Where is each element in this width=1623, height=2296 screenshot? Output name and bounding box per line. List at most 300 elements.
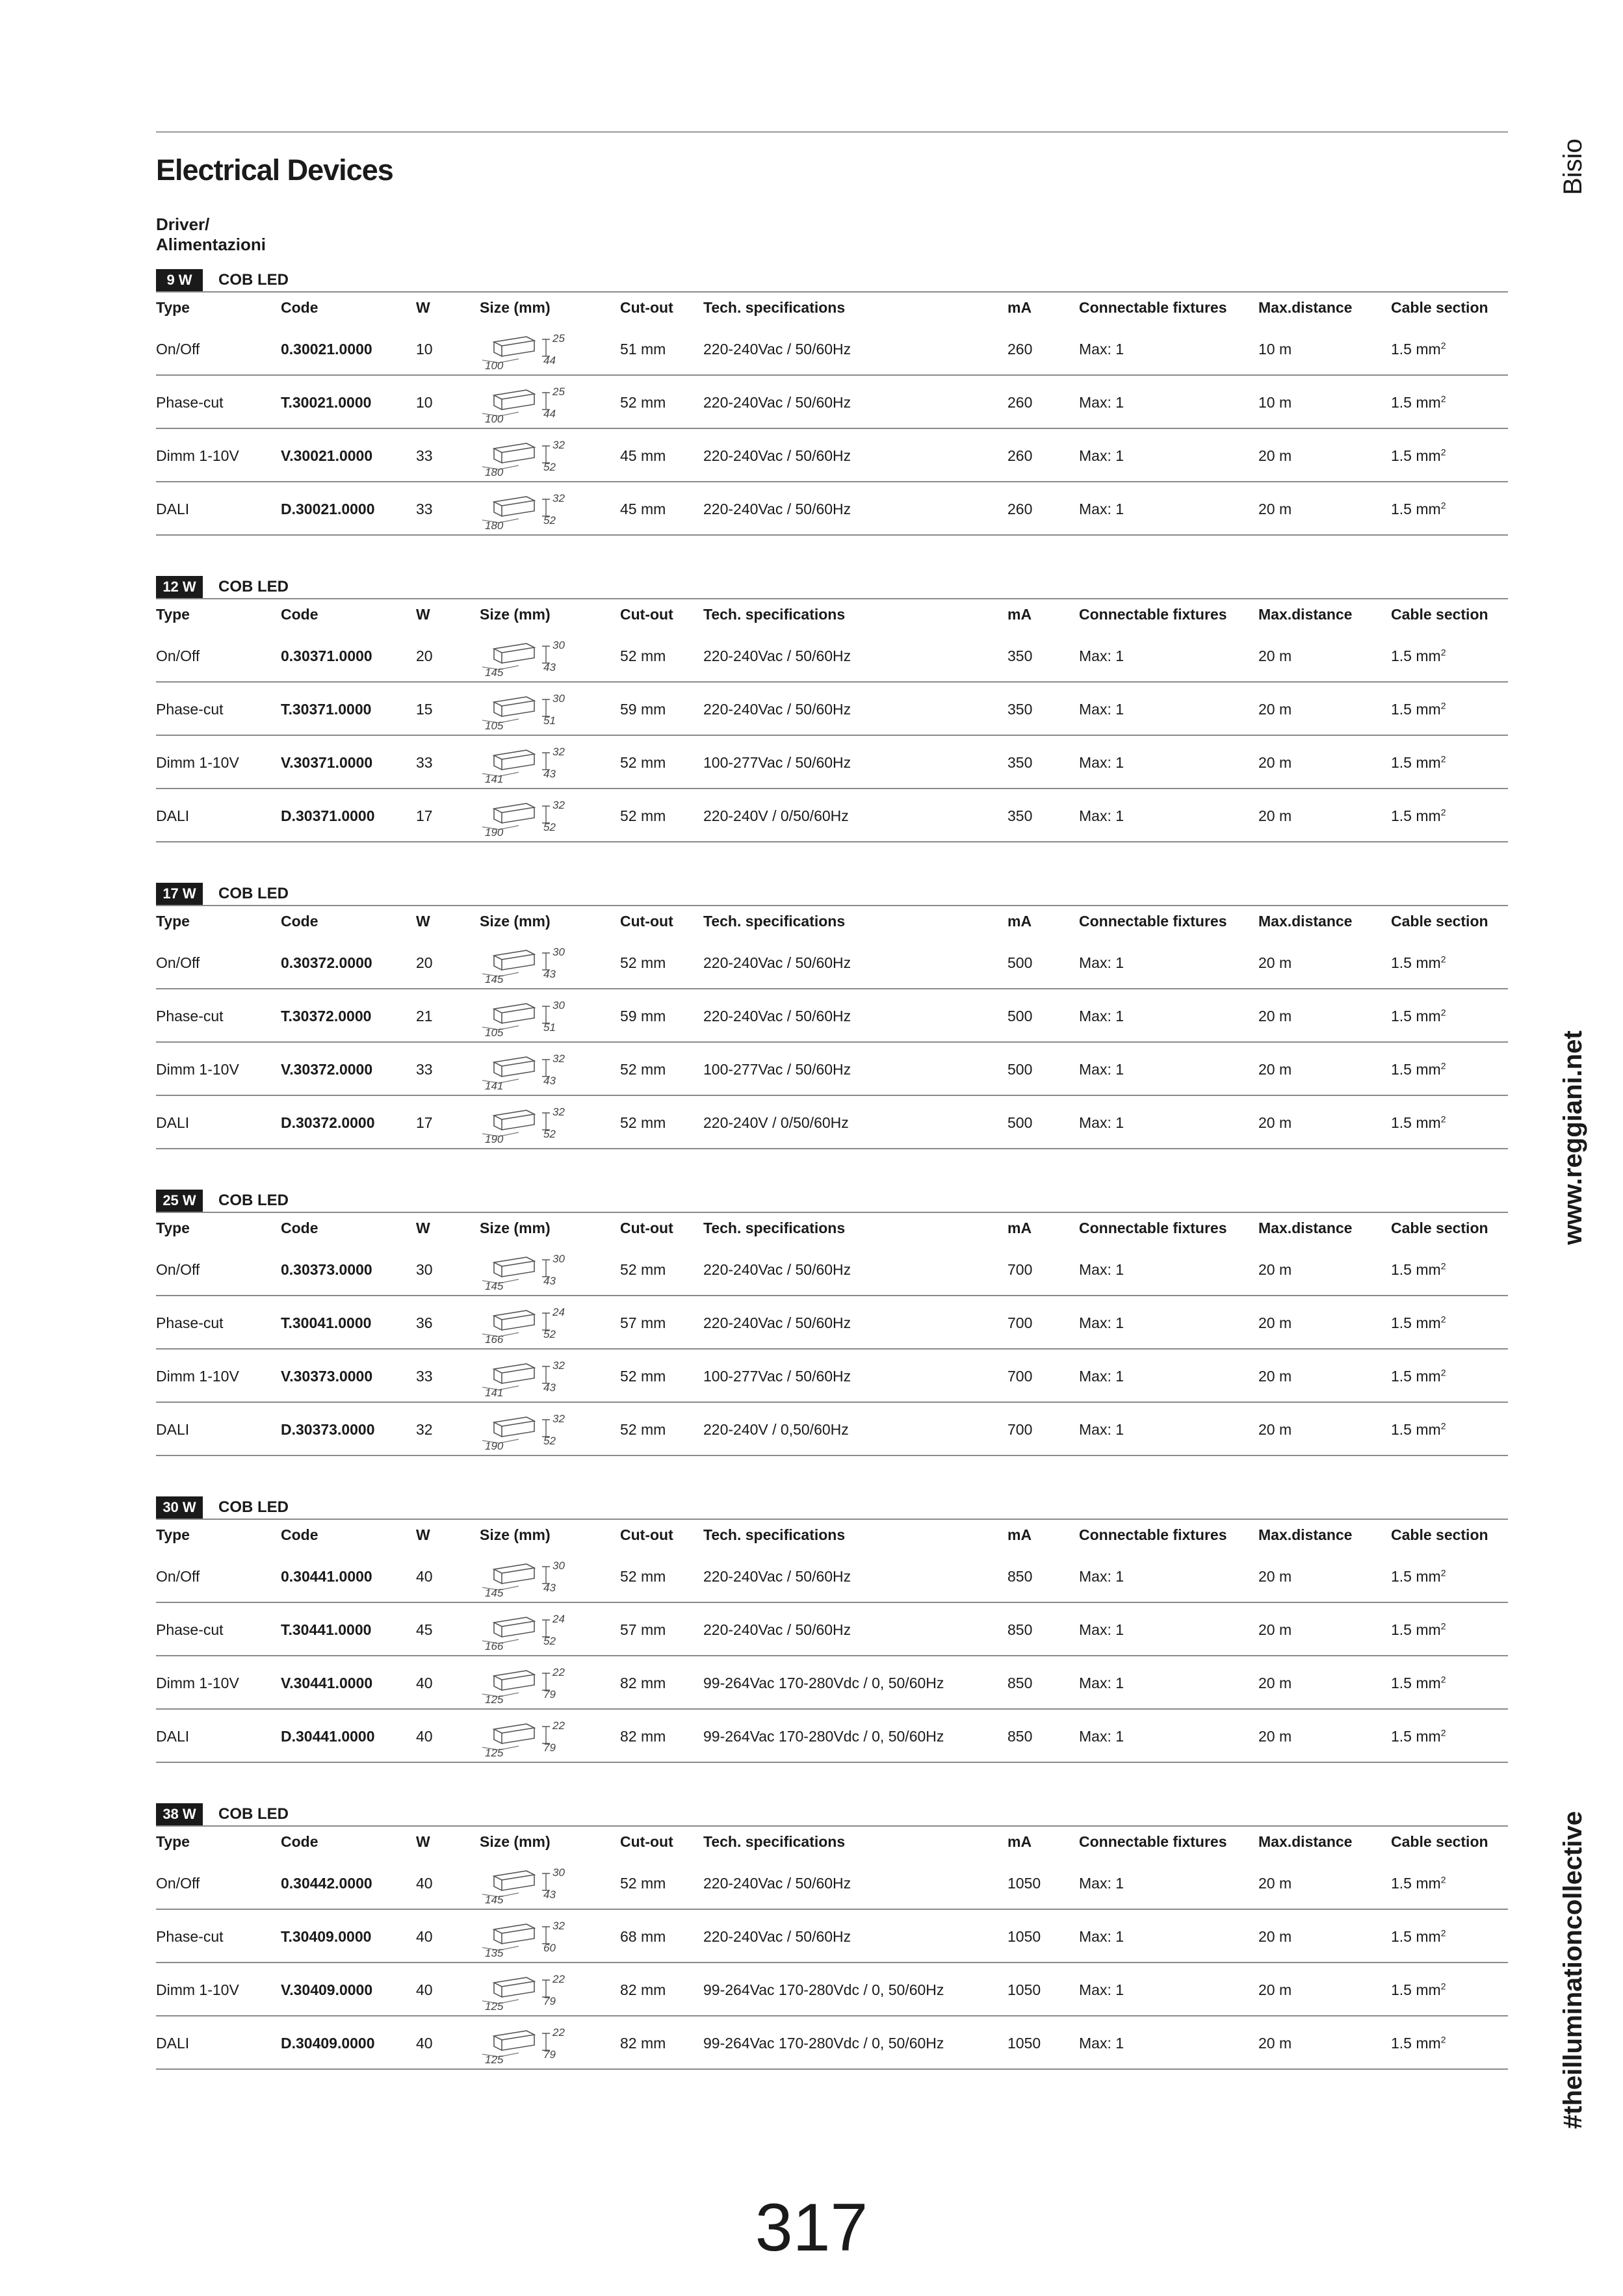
dimension-drawing <box>480 1555 584 1599</box>
cable-value: 1.5 mm <box>1391 394 1441 411</box>
cell-code: 0.30371.0000 <box>281 647 372 664</box>
size-length: 180 <box>485 519 504 532</box>
size-width: 43 <box>543 661 556 673</box>
size-length: 125 <box>485 1693 504 1706</box>
cell-cable <box>1391 1963 1446 2016</box>
size-width: 79 <box>543 1995 556 2007</box>
size-width: 52 <box>543 461 556 473</box>
size-height: 32 <box>552 1052 565 1065</box>
cell-distance: 20 m <box>1258 1261 1292 1278</box>
cell-type: DALI <box>156 807 190 824</box>
cell-ma: 850 <box>1007 1728 1033 1745</box>
header-connectable: Connectable fixtures <box>1079 913 1227 930</box>
cell-ma: 260 <box>1007 447 1033 464</box>
box-top <box>494 1257 534 1266</box>
header-tech: Tech. specifications <box>703 1833 846 1850</box>
cell-connectable: Max: 1 <box>1079 701 1124 718</box>
dimension-drawing <box>480 1355 584 1399</box>
cell-distance: 20 m <box>1258 447 1292 464</box>
cable-superscript: 2 <box>1440 500 1446 511</box>
cell-cable <box>1391 1096 1446 1149</box>
cable-value: 1.5 mm <box>1391 954 1441 971</box>
cell-cutout: 52 mm <box>620 1568 666 1585</box>
cell-distance: 20 m <box>1258 1114 1292 1131</box>
cell-connectable: Max: 1 <box>1079 1568 1124 1585</box>
box-top <box>494 1924 534 1933</box>
cable-superscript: 2 <box>1440 1314 1446 1325</box>
table-header-row <box>156 599 1508 629</box>
cell-w: 36 <box>416 1314 433 1331</box>
size-length: 100 <box>485 359 504 372</box>
cable-superscript: 2 <box>1440 1674 1446 1685</box>
size-width: 52 <box>543 1328 556 1340</box>
size-length: 145 <box>485 973 504 985</box>
box-top <box>494 1564 534 1573</box>
size-length: 135 <box>485 1947 504 1959</box>
cell-cutout: 52 mm <box>620 754 666 771</box>
cell-type: DALI <box>156 2035 190 2052</box>
section-38w <box>156 1803 1508 2070</box>
cell-connectable: Max: 1 <box>1079 394 1124 411</box>
size-height: 22 <box>552 1666 565 1678</box>
cell-code: D.30021.0000 <box>281 501 375 517</box>
cell-distance: 10 m <box>1258 341 1292 358</box>
size-height: 30 <box>552 639 565 651</box>
cell-cutout: 52 mm <box>620 647 666 664</box>
cell-connectable: Max: 1 <box>1079 1875 1124 1892</box>
size-height: 32 <box>552 1920 565 1932</box>
cell-cutout: 52 mm <box>620 954 666 971</box>
dimension-drawing <box>480 1608 584 1652</box>
size-width: 52 <box>543 1435 556 1447</box>
cell-ma: 260 <box>1007 501 1033 517</box>
cell-ma: 700 <box>1007 1368 1033 1385</box>
dimension-drawing <box>480 941 584 985</box>
size-width: 43 <box>543 1075 556 1087</box>
cell-w: 15 <box>416 701 433 718</box>
cable-superscript: 2 <box>1440 1927 1446 1938</box>
cable-value: 1.5 mm <box>1391 1875 1441 1892</box>
header-size: Size (mm) <box>480 299 551 316</box>
driver-box-icon <box>480 1862 584 1906</box>
cell-code: 0.30372.0000 <box>281 954 372 971</box>
cell-code: D.30372.0000 <box>281 1114 375 1131</box>
table-row <box>156 1043 1508 1096</box>
section-header <box>156 883 1508 905</box>
header-w: W <box>416 913 430 930</box>
section-header <box>156 269 1508 291</box>
cell-type: Phase-cut <box>156 1621 224 1638</box>
header-code: Code <box>281 1526 318 1543</box>
cable-superscript: 2 <box>1440 700 1446 711</box>
size-width: 79 <box>543 1742 556 1754</box>
cell-ma: 700 <box>1007 1421 1033 1438</box>
cable-superscript: 2 <box>1440 393 1446 404</box>
cell-cutout: 68 mm <box>620 1928 666 1945</box>
table-header-row <box>156 1213 1508 1243</box>
cell-code: V.30441.0000 <box>281 1675 373 1691</box>
page-title: Electrical Devices <box>156 153 393 187</box>
dimension-drawing <box>480 328 584 372</box>
cell-cable <box>1391 376 1446 429</box>
cell-connectable: Max: 1 <box>1079 1675 1124 1691</box>
dimension-drawing <box>480 1301 584 1346</box>
cable-value: 1.5 mm <box>1391 1008 1441 1024</box>
cell-cable <box>1391 1043 1446 1096</box>
section-header <box>156 1190 1508 1212</box>
cable-value: 1.5 mm <box>1391 1568 1441 1585</box>
section-header <box>156 1803 1508 1825</box>
cell-tech: 220-240Vac / 50/60Hz <box>703 701 851 718</box>
cell-cable <box>1391 1656 1446 1710</box>
header-cutout: Cut-out <box>620 606 673 623</box>
driver-box-icon <box>480 1715 584 1759</box>
cell-code: V.30021.0000 <box>281 447 373 464</box>
cable-value: 1.5 mm <box>1391 807 1441 824</box>
cable-value: 1.5 mm <box>1391 1981 1441 1998</box>
driver-box-icon <box>480 328 584 372</box>
header-tech: Tech. specifications <box>703 913 846 930</box>
cell-cable <box>1391 629 1446 683</box>
cell-tech: 220-240Vac / 50/60Hz <box>703 1621 851 1638</box>
dimension-drawing <box>480 1862 584 1906</box>
dimension-drawing <box>480 741 584 785</box>
page-subtitle <box>156 215 266 255</box>
cell-cable <box>1391 1550 1446 1603</box>
size-width: 52 <box>543 1635 556 1647</box>
header-cutout: Cut-out <box>620 1220 673 1236</box>
header-size: Size (mm) <box>480 1220 551 1236</box>
cell-code: 0.30021.0000 <box>281 341 372 358</box>
cell-distance: 20 m <box>1258 647 1292 664</box>
box-top <box>494 803 534 813</box>
cell-cable <box>1391 429 1446 482</box>
header-cable: Cable section <box>1391 1220 1488 1236</box>
header-distance: Max.distance <box>1258 913 1353 930</box>
cell-type: On/Off <box>156 1568 200 1585</box>
table-row <box>156 1296 1508 1350</box>
header-connectable: Connectable fixtures <box>1079 606 1227 623</box>
cell-ma: 260 <box>1007 394 1033 411</box>
cable-superscript: 2 <box>1440 1567 1446 1578</box>
cell-ma: 350 <box>1007 807 1033 824</box>
header-connectable: Connectable fixtures <box>1079 299 1227 316</box>
cell-type: Dimm 1-10V <box>156 1368 239 1385</box>
header-ma: mA <box>1007 606 1032 623</box>
dimension-drawing <box>480 634 584 679</box>
header-cutout: Cut-out <box>620 1833 673 1850</box>
dimension-drawing <box>480 1248 584 1292</box>
size-length: 100 <box>485 413 504 425</box>
box-top <box>494 1977 534 1987</box>
box-top <box>494 1871 534 1880</box>
table-header-row <box>156 1827 1508 1857</box>
size-length: 166 <box>485 1640 504 1652</box>
header-ma: mA <box>1007 1220 1032 1236</box>
cell-cutout: 57 mm <box>620 1314 666 1331</box>
size-length: 105 <box>485 1026 504 1039</box>
cell-connectable: Max: 1 <box>1079 1314 1124 1331</box>
cell-distance: 20 m <box>1258 1875 1292 1892</box>
cell-cable <box>1391 482 1446 536</box>
cell-cutout: 52 mm <box>620 1421 666 1438</box>
cell-distance: 10 m <box>1258 394 1292 411</box>
box-top <box>494 1110 534 1119</box>
cell-code: V.30409.0000 <box>281 1981 373 1998</box>
dimension-drawing <box>480 1715 584 1759</box>
cell-tech: 220-240Vac / 50/60Hz <box>703 1314 851 1331</box>
section-12w <box>156 576 1508 842</box>
cell-distance: 20 m <box>1258 1314 1292 1331</box>
cell-distance: 20 m <box>1258 1928 1292 1945</box>
cell-w: 40 <box>416 1568 433 1585</box>
cell-distance: 20 m <box>1258 1981 1292 1998</box>
cell-ma: 1050 <box>1007 1928 1041 1945</box>
cell-tech: 220-240Vac / 50/60Hz <box>703 1568 851 1585</box>
cell-type: DALI <box>156 1728 190 1745</box>
cell-code: 0.30441.0000 <box>281 1568 372 1585</box>
cell-w: 33 <box>416 501 433 517</box>
header-w: W <box>416 606 430 623</box>
cell-ma: 850 <box>1007 1568 1033 1585</box>
cell-tech: 220-240Vac / 50/60Hz <box>703 447 851 464</box>
cell-tech: 99-264Vac 170-280Vdc / 0, 50/60Hz <box>703 1981 944 1998</box>
cell-ma: 700 <box>1007 1261 1033 1278</box>
header-distance: Max.distance <box>1258 1526 1353 1543</box>
cell-w: 40 <box>416 1728 433 1745</box>
cell-tech: 99-264Vac 170-280Vdc / 0, 50/60Hz <box>703 1675 944 1691</box>
cell-cutout: 52 mm <box>620 1061 666 1078</box>
cell-connectable: Max: 1 <box>1079 1728 1124 1745</box>
cell-ma: 1050 <box>1007 2035 1041 2052</box>
cable-superscript: 2 <box>1440 1981 1446 1992</box>
cell-type: On/Off <box>156 954 200 971</box>
size-height: 30 <box>552 692 565 705</box>
dimension-drawing <box>480 2022 584 2066</box>
cell-type: On/Off <box>156 647 200 664</box>
cable-value: 1.5 mm <box>1391 1368 1441 1385</box>
size-width: 79 <box>543 1688 556 1701</box>
cell-distance: 20 m <box>1258 1568 1292 1585</box>
header-distance: Max.distance <box>1258 1220 1353 1236</box>
driver-box-icon <box>480 434 584 478</box>
cell-type: On/Off <box>156 341 200 358</box>
box-top <box>494 750 534 759</box>
cell-connectable: Max: 1 <box>1079 1008 1124 1024</box>
table-row <box>156 322 1508 376</box>
box-top <box>494 1724 534 1733</box>
header-code: Code <box>281 1220 318 1236</box>
cell-cable <box>1391 936 1446 989</box>
cell-code: V.30373.0000 <box>281 1368 373 1385</box>
website-link[interactable]: www.reggiani.net <box>1559 1030 1587 1245</box>
size-length: 141 <box>485 773 504 785</box>
driver-box-icon <box>480 1248 584 1292</box>
size-length: 105 <box>485 720 504 732</box>
cell-cutout: 52 mm <box>620 1368 666 1385</box>
table-row <box>156 789 1508 842</box>
cell-tech: 100-277Vac / 50/60Hz <box>703 1061 851 1078</box>
cell-cutout: 52 mm <box>620 1875 666 1892</box>
cable-value: 1.5 mm <box>1391 1675 1441 1691</box>
cell-cutout: 82 mm <box>620 1728 666 1745</box>
table-row <box>156 429 1508 482</box>
size-length: 180 <box>485 466 504 478</box>
cell-code: V.30372.0000 <box>281 1061 373 1078</box>
cell-distance: 20 m <box>1258 1061 1292 1078</box>
wattage-badge: 38 W <box>156 1803 203 1825</box>
cell-code: T.30372.0000 <box>281 1008 372 1024</box>
header-size: Size (mm) <box>480 606 551 623</box>
driver-box-icon <box>480 1968 584 2013</box>
header-type: Type <box>156 1833 190 1850</box>
header-connectable: Connectable fixtures <box>1079 1833 1227 1850</box>
cell-w: 33 <box>416 447 433 464</box>
wattage-badge: 30 W <box>156 1496 203 1519</box>
cell-cable <box>1391 1403 1446 1456</box>
box-top <box>494 1617 534 1626</box>
cell-code: D.30409.0000 <box>281 2035 375 2052</box>
cell-cutout: 82 mm <box>620 2035 666 2052</box>
table-row <box>156 989 1508 1043</box>
table-row <box>156 1603 1508 1656</box>
cell-tech: 100-277Vac / 50/60Hz <box>703 1368 851 1385</box>
cable-superscript: 2 <box>1440 1007 1446 1018</box>
header-cable: Cable section <box>1391 299 1488 316</box>
top-rule <box>156 131 1508 133</box>
size-length: 145 <box>485 1280 504 1292</box>
table-row <box>156 1656 1508 1710</box>
cable-value: 1.5 mm <box>1391 1114 1441 1131</box>
page-number: 317 <box>755 2190 868 2265</box>
cell-cutout: 45 mm <box>620 501 666 517</box>
cell-cable <box>1391 1603 1446 1656</box>
cable-value: 1.5 mm <box>1391 1261 1441 1278</box>
size-length: 190 <box>485 1133 504 1145</box>
cell-tech: 220-240Vac / 50/60Hz <box>703 1875 851 1892</box>
cable-superscript: 2 <box>1440 954 1446 965</box>
cell-cutout: 59 mm <box>620 701 666 718</box>
cell-tech: 99-264Vac 170-280Vdc / 0, 50/60Hz <box>703 1728 944 1745</box>
series-label: COB LED <box>218 1192 289 1209</box>
header-code: Code <box>281 1833 318 1850</box>
cable-superscript: 2 <box>1440 1114 1446 1125</box>
cell-type: On/Off <box>156 1261 200 1278</box>
header-distance: Max.distance <box>1258 1833 1353 1850</box>
header-distance: Max.distance <box>1258 606 1353 623</box>
driver-box-icon <box>480 1301 584 1346</box>
cell-cable <box>1391 1857 1446 1910</box>
size-width: 60 <box>543 1942 556 1954</box>
size-height: 22 <box>552 1719 565 1732</box>
cable-superscript: 2 <box>1440 1060 1446 1071</box>
cell-code: V.30371.0000 <box>281 754 373 771</box>
cell-cable <box>1391 1296 1446 1350</box>
cell-cable <box>1391 2016 1446 2070</box>
size-length: 125 <box>485 2000 504 2013</box>
cell-type: DALI <box>156 1421 190 1438</box>
dimension-drawing <box>480 1662 584 1706</box>
box-top <box>494 950 534 959</box>
cell-code: T.30021.0000 <box>281 394 372 411</box>
dimension-drawing <box>480 794 584 839</box>
cell-connectable: Max: 1 <box>1079 954 1124 971</box>
header-cutout: Cut-out <box>620 299 673 316</box>
cell-type: On/Off <box>156 1875 200 1892</box>
cell-ma: 850 <box>1007 1621 1033 1638</box>
table-row <box>156 1910 1508 1963</box>
header-code: Code <box>281 913 318 930</box>
cell-cutout: 52 mm <box>620 1114 666 1131</box>
cell-distance: 20 m <box>1258 754 1292 771</box>
size-width: 51 <box>543 1021 556 1034</box>
header-type: Type <box>156 1526 190 1543</box>
cell-ma: 500 <box>1007 1061 1033 1078</box>
cell-ma: 700 <box>1007 1314 1033 1331</box>
cell-cable <box>1391 1910 1446 1963</box>
cell-type: Phase-cut <box>156 394 224 411</box>
cell-distance: 20 m <box>1258 501 1292 517</box>
cable-value: 1.5 mm <box>1391 1314 1441 1331</box>
cell-tech: 220-240V / 0/50/60Hz <box>703 1114 849 1131</box>
driver-box-icon <box>480 1555 584 1599</box>
cell-cable <box>1391 736 1446 789</box>
header-cable: Cable section <box>1391 606 1488 623</box>
cable-superscript: 2 <box>1440 1367 1446 1378</box>
size-height: 30 <box>552 946 565 958</box>
cell-type: Dimm 1-10V <box>156 1675 239 1691</box>
dimension-drawing <box>480 688 584 732</box>
cell-tech: 99-264Vac 170-280Vdc / 0, 50/60Hz <box>703 2035 944 2052</box>
cell-connectable: Max: 1 <box>1079 1261 1124 1278</box>
cell-connectable: Max: 1 <box>1079 1114 1124 1131</box>
size-width: 43 <box>543 1275 556 1287</box>
table-row <box>156 629 1508 683</box>
size-height: 22 <box>552 1973 565 1985</box>
driver-box-icon <box>480 1915 584 1959</box>
section-9w <box>156 269 1508 536</box>
header-connectable: Connectable fixtures <box>1079 1526 1227 1543</box>
cell-type: Dimm 1-10V <box>156 754 239 771</box>
size-height: 32 <box>552 1413 565 1425</box>
cell-connectable: Max: 1 <box>1079 1621 1124 1638</box>
cable-value: 1.5 mm <box>1391 447 1441 464</box>
section-30w <box>156 1496 1508 1763</box>
cell-w: 33 <box>416 754 433 771</box>
box-top <box>494 1311 534 1320</box>
cable-value: 1.5 mm <box>1391 1728 1441 1745</box>
cell-tech: 220-240V / 0/50/60Hz <box>703 807 849 824</box>
size-height: 22 <box>552 2026 565 2039</box>
cell-tech: 220-240Vac / 50/60Hz <box>703 394 851 411</box>
cell-type: Phase-cut <box>156 1008 224 1024</box>
cell-w: 33 <box>416 1061 433 1078</box>
cell-w: 30 <box>416 1261 433 1278</box>
cell-w: 40 <box>416 2035 433 2052</box>
size-length: 166 <box>485 1333 504 1346</box>
cell-ma: 850 <box>1007 1675 1033 1691</box>
driver-box-icon <box>480 1408 584 1452</box>
driver-box-icon <box>480 1355 584 1399</box>
cell-w: 40 <box>416 1928 433 1945</box>
cell-tech: 220-240Vac / 50/60Hz <box>703 1261 851 1278</box>
table-row <box>156 1096 1508 1149</box>
cell-ma: 1050 <box>1007 1981 1041 1998</box>
size-height: 32 <box>552 439 565 451</box>
cell-cable <box>1391 322 1446 376</box>
cell-type: Dimm 1-10V <box>156 447 239 464</box>
cell-cutout: 52 mm <box>620 807 666 824</box>
